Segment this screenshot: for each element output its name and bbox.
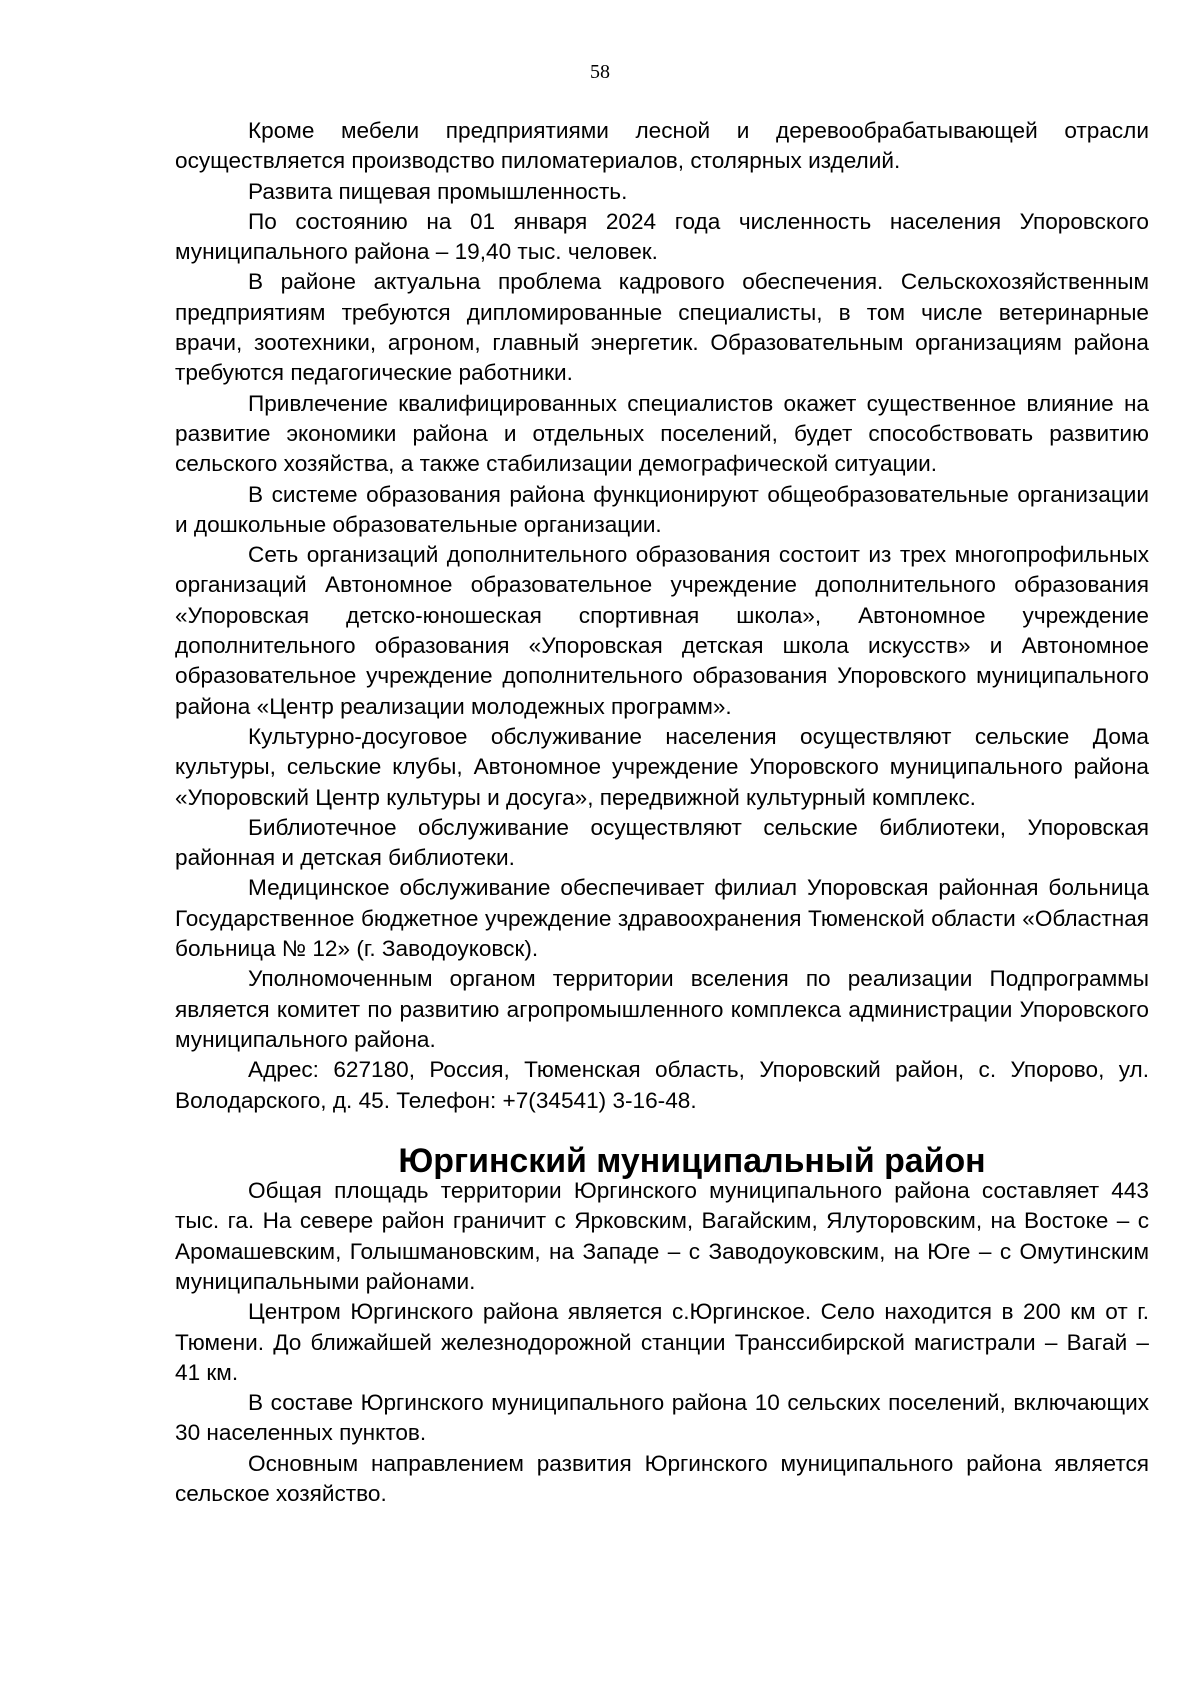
document-body: [175, 116, 1149, 1509]
paragraph: Развита пищевая промышленность.: [248, 178, 628, 204]
paragraph: Адрес: 627180, Россия, Тюменская область, Упоровский район, с. Упорово, ул. Володарского, д. 45. Телефон: +7(34541) 3-16-48.: [175, 1057, 1149, 1113]
paragraph: Общая площадь территории Юргинского муниципального района составляет 443 тыс. га. На севере район граничит с Ярковским, Вагайским, Ялуторовским, на Востоке – с Аромашевским, Голышмановским, на Западе – с Заводоуковским, на Юге – с Омутинским муниципальными районами.: [175, 1178, 1149, 1294]
paragraph: Уполномоченным органом территории вселения по реализации Подпрограммы является комитет по развитию агропромышленного комплекса администрации Упоровского муниципального района.: [175, 966, 1149, 1052]
paragraph: В системе образования района функционируют общеобразовательные организации и дошкольные образовательные организации.: [175, 481, 1149, 537]
paragraph: Основным направлением развития Юргинского муниципального района является сельское хозяйство.: [175, 1450, 1149, 1507]
paragraph: Центром Юргинского района является с.Юргинское. Село находится в 200 км от г. Тюмени. До ближайшей железнодорожной станции Транссибирской магистрали – Вагай – 41 км.: [175, 1299, 1149, 1385]
paragraph: Кроме мебели предприятиями лесной и деревообрабатывающей отрасли осуществляется производство пиломатериалов, столярных изделий.: [175, 118, 1149, 174]
paragraph: Медицинское обслуживание обеспечивает филиал Упоровская районная больница Государственное бюджетное учреждение здравоохранения Тюменской области «Областная больница № 12» (г. Заводоуковск).: [175, 875, 1149, 962]
paragraph: Культурно-досуговое обслуживание населения осуществляют сельские Дома культуры, сельские клубы, Автономное учреждение Упоровского муниципального района «Упоровский Центр культуры и досуга», передвижной культурный комплекс.: [175, 723, 1149, 810]
paragraph: По состоянию на 01 января 2024 года численность населения Упоровского муниципального района – 19,40 тыс. человек.: [175, 208, 1149, 265]
section-heading: Юргинский муниципальный район: [398, 1141, 986, 1180]
paragraph: В составе Юргинского муниципального района 10 сельских поселений, включающих 30 населенных пунктов.: [175, 1390, 1149, 1446]
page-number: 58: [590, 61, 610, 83]
paragraph: Привлечение квалифицированных специалистов окажет существенное влияние на развитие экономики района и отдельных поселений, будет способствовать развитию сельского хозяйства, а также стабилизации демографической ситуации.: [175, 390, 1149, 477]
paragraph: В районе актуальна проблема кадрового обеспечения. Сельскохозяйственным предприятиям требуются дипломированные специалисты, в том числе ветеринарные врачи, зоотехники, агроном, главный энергетик. Образовательным организациям района требуются педагогические работники.: [175, 269, 1149, 386]
paragraph: Библиотечное обслуживание осуществляют сельские библиотеки, Упоровская районная и детская библиотеки.: [175, 814, 1149, 871]
paragraph: Сеть организаций дополнительного образования состоит из трех многопрофильных организаций Автономное образовательное учреждение дополнительного образования «Упоровская детско-юношеская спортивная школа», Автономное учреждение дополнительного образования «Упоровская детская школа искусств» и Автономное образовательное учреждение дополнительного образования Упоровского муниципального района «Центр реализации молодежных программ».: [175, 542, 1149, 719]
